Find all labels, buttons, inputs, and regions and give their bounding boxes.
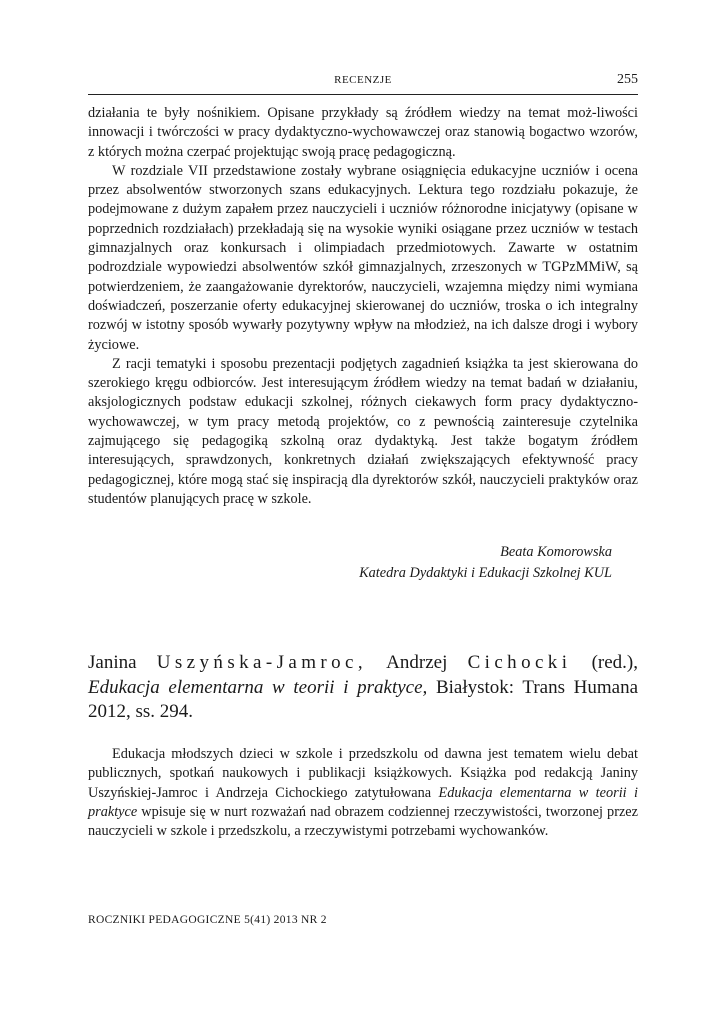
reviewer-name: Beata Komorowska <box>500 544 612 560</box>
journal-footer: ROCZNIKI PEDAGOGICZNE 5(41) 2013 NR 2 <box>88 914 327 926</box>
header-rule <box>88 94 638 95</box>
author2-first-name: Andrzej <box>386 652 448 673</box>
book-title: Edukacja elementarna w teorii i praktyce, <box>88 676 428 698</box>
intro-book-title: Edukacja elementarna w teorii i praktyce <box>88 784 639 820</box>
editors-note: (red.), <box>591 652 639 673</box>
author2-last-name: Cichocki <box>467 652 572 673</box>
review-paragraph-1: działania te były nośnikiem. Opisane przykłady są źródłem wiedzy na temat moż-liwości innowacji i twórczości w pracy dydaktyczno-wychowawczej oraz stanowią bogactwo wzorów, z których można czerpać projektując swoją pracę pedagogiczną. <box>88 105 638 160</box>
intro-body <box>88 745 638 841</box>
reviewer-affiliation: Katedra Dydaktyki i Edukacji Szkolnej KUL <box>359 565 612 581</box>
author1-first-name: Janina <box>88 652 137 673</box>
running-head: RECENZJE <box>334 74 392 86</box>
publisher-info: Białystok: Trans Humana 2012, ss. 294. <box>88 676 639 722</box>
review-body <box>88 104 638 509</box>
review-paragraph-3: Z racji tematyki i sposobu prezentacji podjętych zagadnień książka ta jest skierowana do szerokiego kręgu odbiorców. Jest interesującym źródłem wiedzy na temat badań w działaniu, aksjologicznych podstaw edukacji szkolnej, różnych ciekawych form pracy dydaktyczno-wychowawczej, w tym pracy metodą projektów, co z pewnością zainteresuje czytelnika zajmującego się pedagogiką szkolną oraz dydaktyką. Jest także bogatym źródłem interesujących, sprawdzonych, konkretnych działań zwiększających efektywność pracy pedagogicznej, które mogą stać się inspiracją dla dyrektorów szkół, nauczycieli praktyków oraz studentów planujących pracę w szkole. <box>88 355 638 507</box>
intro-text-part2: wpisuje się w nurt rozważań nad obrazem codziennej rzeczywistości, tworzonej przez nauczycieli w szkole i przedszkolu, a rzeczywistymi potrzebami wychowanków. <box>88 803 638 840</box>
page-number: 255 <box>617 72 638 87</box>
intro-text-part1: Edukacja młodszych dzieci w szkole i przedszkolu od dawna jest tematem wielu debat publicznych, spotkań naukowych i publikacji książkowych. Książka pod redakcją Janiny Uszyńskiej-Jamroc i Andrzeja Cichockiego zatytułowana <box>88 746 638 801</box>
book-citation <box>88 651 638 725</box>
author1-last-name: Uszyńska-Jamroc, <box>156 652 367 673</box>
intro-paragraph <box>88 745 638 841</box>
review-paragraph-2: W rozdziale VII przedstawione zostały wybrane osiągnięcia edukacyjne uczniów i ocena przez absolwentów stworzonych szans edukacyjnych. Lektura tego rozdziału pokazuje, że podejmowane z dużym zapałem przez nauczycieli i uczniów różnorodne inicjatywy (opisane w poprzednich rozdziałach) przekładają się na wysokie wyniki osiągane przez uczniów w testach gimnazjalnych oraz konkursach i olimpiadach przedmiotowych. Zawarte w ostatnim podrozdziale wypowiedzi absolwentów szkół gimnazjalnych, zrzeszonych w TGPzMMiW, są potwierdzeniem, że zaangażowanie dyrektorów, nauczycieli, wzajemna między nimi wymiana doświadczeń, poszerzanie oferty edukacyjnej skierowanej do uczniów, troska o ich integralny rozwój w istotny sposób wywarły pozytywny wpływ na młodzież, na ich dalsze drogi i wybory życiowe. <box>88 162 638 353</box>
